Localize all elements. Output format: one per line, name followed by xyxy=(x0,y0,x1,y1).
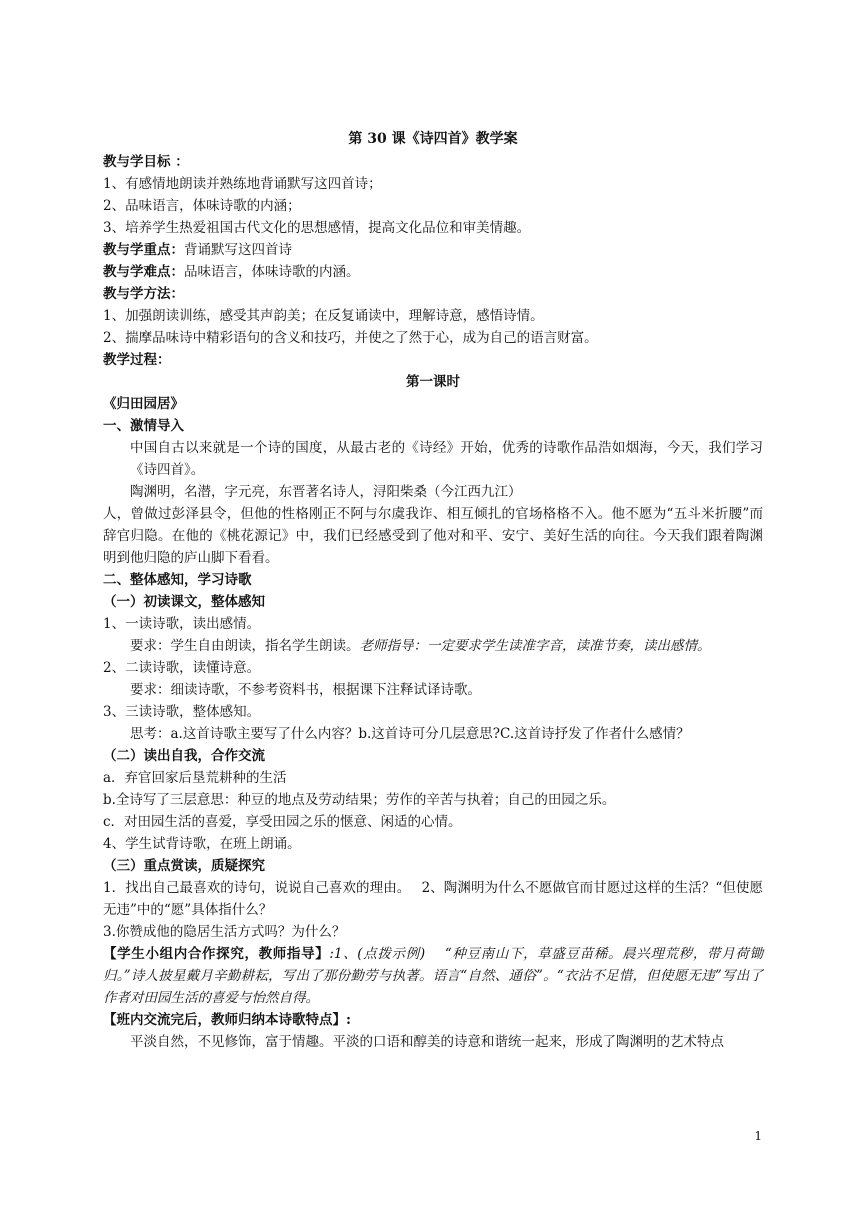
objectives-heading: 教与学目标 ： xyxy=(103,154,189,170)
reading-requirement xyxy=(103,635,763,657)
intro-paragraph: 中国自古以来就是一个诗的国度，从最古老的《诗经》开始，优秀的诗歌作品浩如烟海，今天，我们学习《诗四首》。 xyxy=(130,440,763,478)
group-discussion xyxy=(103,943,763,1009)
answer-item: c．对田园生活的喜爱，享受田园之乐的惬意、闲适的心情。 xyxy=(103,814,462,830)
reading-step: 4、学生试背诗歌，在班上朗诵。 xyxy=(103,836,301,852)
summary-text: 平淡自然，不见修饰，富于情趣。平淡的口语和醇美的诗意和谐统一起来，形成了陶渊明的艺术特点 xyxy=(130,1034,724,1050)
difficulty-label: 教与学难点： xyxy=(103,264,184,280)
requirement-text: 要求：学生自由朗读，指名学生朗读。 xyxy=(130,638,360,654)
method-item: 2、揣摩品味诗中精彩语句的含义和技巧，并使之了然于心，成为自己的语言财富。 xyxy=(103,330,598,346)
key-point-label: 教与学重点： xyxy=(103,242,184,258)
subsection-heading: （一）初读课文，整体感知 xyxy=(103,594,265,610)
question-paragraph: 1．找出自己最喜欢的诗句，说说自己喜欢的理由。 2、陶渊明为什么不愿做官而甘愿过这样的生活？“但使愿无违”中的“愿”具体指什么？ xyxy=(103,880,763,918)
group-label: 【学生小组内合作探究，教师指导】 xyxy=(103,946,330,962)
page-number: 1 xyxy=(754,1129,762,1143)
section-heading: 二、整体感知，学习诗歌 xyxy=(103,572,252,588)
teacher-guidance: 老师指导：一定要求学生读准字音，读准节奏，读出感情。 xyxy=(359,638,711,654)
document-page xyxy=(103,128,763,1053)
process-heading: 教学过程： xyxy=(103,352,171,368)
reading-step: 1、一读诗歌，读出感情。 xyxy=(103,616,261,632)
difficulty xyxy=(103,261,763,283)
reading-step: 3、三读诗歌，整体感知。 xyxy=(103,704,261,720)
author-paragraph: 人，曾做过彭泽县令，但他的性格刚正不阿与尔虞我诈、相互倾扎的官场格格不入。他不愿为“五斗米折腰”而辞官归隐。在他的《桃花源记》中，我们已经感受到了他对和平、安宁、美好生活的向往。今天我们跟着陶渊明到他归隐的庐山脚下看看。 xyxy=(103,506,763,566)
subsection-heading: （二）读出自我，合作交流 xyxy=(103,748,265,764)
reading-step: 2、二读诗歌，读懂诗意。 xyxy=(103,660,261,676)
lesson-heading: 第一课时 xyxy=(406,374,460,390)
section-heading: 一、激情导入 xyxy=(103,418,184,434)
objective-item: 1、有感情地朗读并熟练地背诵默写这四首诗； xyxy=(103,176,382,192)
group-text: :1、(点拨示例) “种豆南山下，草盛豆苗稀。晨兴理荒秽，带月荷锄归。”诗人披星戴月辛勤耕耘，写出了那份勤劳与执著。语言“自然、通俗”。“衣沾不足惜，但使愿无违”写出了作者对田园生活的喜爱与怡然自得。 xyxy=(103,946,763,1006)
answer-item: b.全诗写了三层意思：种豆的地点及劳动结果；劳作的辛苦与执着；自己的田园之乐。 xyxy=(103,792,616,808)
author-line: 陶渊明，名潜，字元亮，东晋著名诗人，浔阳柴桑（今江西九江） xyxy=(130,484,522,500)
difficulty-text: 品味语言，体味诗歌的内涵。 xyxy=(184,264,360,280)
subsection-heading: （三）重点赏读，质疑探究 xyxy=(103,858,265,874)
summary-label: 【班内交流完后，教师归纳本诗歌特点】: xyxy=(103,1012,351,1028)
methods-heading: 教与学方法： xyxy=(103,286,184,302)
thinking-questions: 思考：a.这首诗歌主要写了什么内容？b.这首诗可分几层意思?C.这首诗抒发了作者什么感情？ xyxy=(130,726,690,742)
poem-title: 《归田园居》 xyxy=(103,396,184,412)
objective-item: 2、品味语言，体味诗歌的内涵； xyxy=(103,198,301,214)
document-title: 第 30 课《诗四首》教学案 xyxy=(348,131,518,147)
answer-item: a．弃官回家后垦荒耕种的生活 xyxy=(103,770,287,786)
key-point-text: 背诵默写这四首诗 xyxy=(184,242,292,258)
objective-item: 3、培养学生热爱祖国古代文化的思想感情，提高文化品位和审美情趣。 xyxy=(103,220,531,236)
method-item: 1、加强朗读训练，感受其声韵美；在反复诵读中，理解诗意，感悟诗情。 xyxy=(103,308,544,324)
key-point xyxy=(103,239,763,261)
question-item: 3.你赞成他的隐居生活方式吗？为什么？ xyxy=(103,924,346,940)
reading-requirement: 要求：细读诗歌，不参考资料书，根据课下注释试译诗歌。 xyxy=(130,682,481,698)
